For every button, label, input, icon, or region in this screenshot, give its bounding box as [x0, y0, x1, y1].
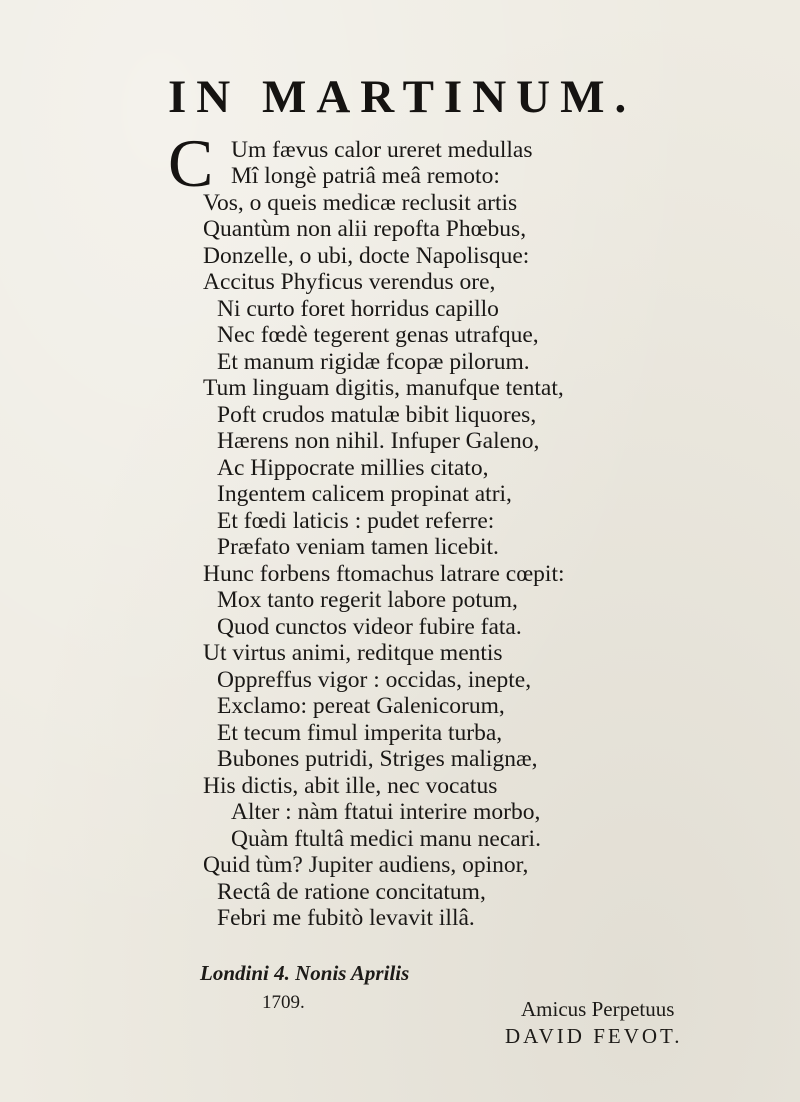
poem-line: Quantùm non alii repofta Phœbus, [203, 216, 527, 242]
dateline-place: Londini 4. Nonis Aprilis [200, 961, 410, 985]
closing-salutation: Amicus Perpetuus [521, 997, 675, 1021]
poem-line: Mox tanto regerit labore potum, [217, 587, 518, 613]
poem-line: Febri me fubitò levavit illâ. [217, 905, 475, 931]
poem-line: Quàm ftultâ medici manu necari. [231, 826, 541, 852]
poem-line: Ingentem calicem propinat atri, [217, 481, 512, 507]
poem-line: Um fævus calor ureret medullas [231, 137, 533, 163]
poem-line: Et manum rigidæ fcopæ pilorum. [217, 349, 530, 375]
poem-line: Ac Hippocrate millies citato, [217, 455, 489, 481]
poem-title: IN MARTINUM. [168, 71, 637, 123]
poem-line: Rectâ de ratione concitatum, [217, 879, 486, 905]
poem-line: Poft crudos matulæ bibit liquores, [217, 402, 537, 428]
poem-line: Hunc forbens ftomachus latrare cœpit: [203, 561, 565, 587]
poem-line: Donzelle, o ubi, docte Napolisque: [203, 243, 530, 269]
poem-line: Et tecum fimul imperita turba, [217, 720, 503, 746]
author-signature: DAVID FEVOT. [505, 1024, 683, 1048]
poem-line: Bubones putridi, Striges malignæ, [217, 746, 538, 772]
poem-line: Et fœdi laticis : pudet referre: [217, 508, 495, 534]
poem-line: Hærens non nihil. Infuper Galeno, [217, 428, 540, 454]
poem-line: Quod cunctos videor fubire fata. [217, 614, 522, 640]
poem-line: Mî longè patriâ meâ remoto: [231, 163, 500, 189]
poem-line: Oppreffus vigor : occidas, inepte, [217, 667, 532, 693]
poem-line: Tum linguam digitis, manufque tentat, [203, 375, 564, 401]
dateline-year: 1709. [262, 992, 305, 1013]
poem-line: Nec fœdè tegerent genas utrafque, [217, 322, 539, 348]
poem-line: Ut virtus animi, reditque mentis [203, 640, 503, 666]
poem-line: Præfato veniam tamen licebit. [217, 534, 499, 560]
poem-line: Ni curto foret horridus capillo [217, 296, 499, 322]
poem-line: Accitus Phyficus verendus ore, [203, 269, 496, 295]
poem-line: Alter : nàm ftatui interire morbo, [231, 799, 541, 825]
poem-line: His dictis, abit ille, nec vocatus [203, 773, 498, 799]
poem-line: Exclamo: pereat Galenicorum, [217, 693, 505, 719]
poem-line: Vos, o queis medicæ reclusit artis [203, 190, 518, 216]
poem-line: Quid tùm? Jupiter audiens, opinor, [203, 852, 529, 878]
drop-cap: C [168, 125, 214, 201]
